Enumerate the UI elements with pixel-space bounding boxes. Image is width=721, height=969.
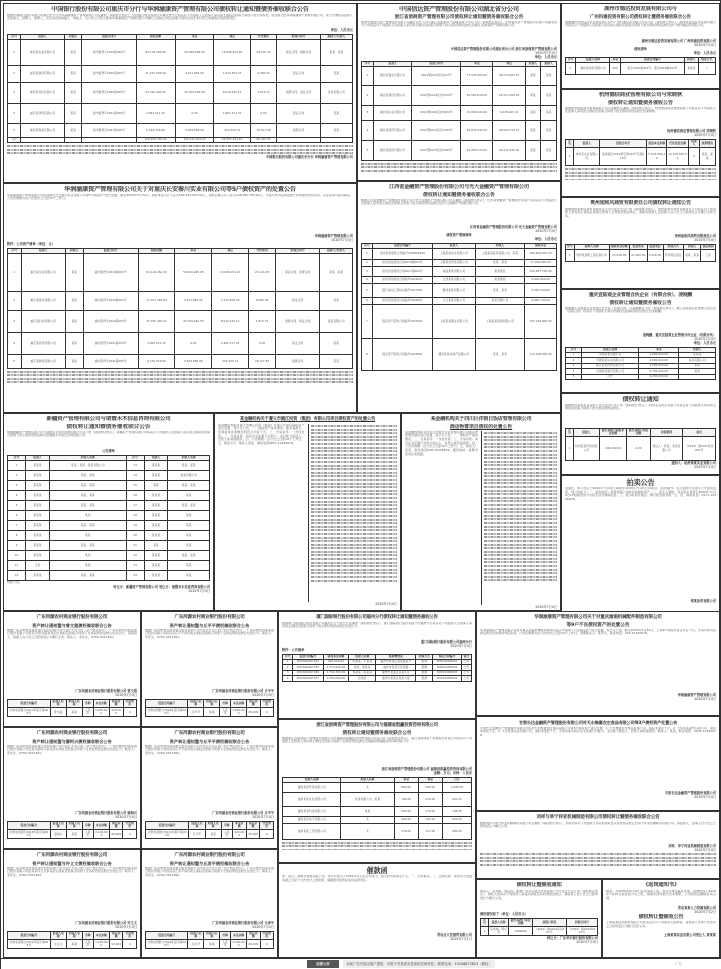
closing-note: 特此公告。 xyxy=(7,580,23,584)
unit-label: 单位：人民币元 xyxy=(534,236,557,241)
table-row: 4 重庆某商贸有限公司 某某 渝中银贷字2021第004号 1,861,511.32 0.00 1,861,511.32 0.00 保证合同 某某 xyxy=(8,103,353,123)
signatory: 广东河源农村商业银行股份有限公司 曾文超 xyxy=(75,688,137,693)
announcement-subtitle: 债权转让通知暨债务催收公告 xyxy=(607,99,673,106)
announcement-title: 中国银行股份有限公司重庆市分行与华润渝康资产管理有限公司债权转让通知暨债务催收联合公告 xyxy=(51,6,309,13)
debt-table: 序号 借款人 借款合同号 本金 利息 担保人 抵押人 1 湖北某置业有限公司 2021鄂0103民初123号 77,935,563.00 46,072,000.67 某某 某某 2 湖北某建设有限公司 2021鄂0102民初7630号 36,564,818.00 25,557,450.44 某某 某某 3 湖北某实业有限公司 2021鄂0106民初5620号 25,899,500.00 9,238,265.91 某某 某某 4 湖北某商贸有限公司 2021鄂0103民初7163号 29,675,545.00 28,603,310.21 某某 某某 5 湖北某投资有限公司 2021鄂0103民初1569号 29,959,574.62 26,241,646.45 某某 某某 xyxy=(361,61,557,161)
signatory: 青岛北大荒商贸有限公司 xyxy=(436,933,472,937)
table-row: 4 某某某 某某、某某 16 某某某 某某 xyxy=(8,490,210,500)
announcement-date: 2020年7月4日 xyxy=(694,237,716,242)
table-row: 1 湖北某置业有限公司 2021鄂0103民初123号 77,935,563.00 46,072,000.67 某某 某某 xyxy=(362,66,557,85)
table-row: 4 中国某某建设有限公司 2,700,000.00 某某 xyxy=(566,369,716,374)
debt-table: 借款合同编号 借款人名称 担保人名称 币种 本金余额 利息余额 代垫费用 河源农商银行2019年借字第006号 丘彦平 某某 人民币 1,500,000 60,000 0 xyxy=(145,931,274,950)
col-header: 借款合同号 xyxy=(82,34,136,39)
announcement-date: 2020年7月4日 xyxy=(694,42,716,47)
announcement-date: 2020年7月4日 xyxy=(115,924,137,929)
announcement-title: 广东河源农村商业银行股份有限公司 xyxy=(174,853,245,858)
announcement-date: 2020年7月4日 xyxy=(115,692,137,697)
page-footer xyxy=(1,958,721,969)
table-row: 福州某某贸易有限公司 无 800.00 298.00 1,098.00 xyxy=(283,782,472,792)
announcement-heyuan-liao xyxy=(3,727,141,849)
notes-text xyxy=(7,143,353,155)
section-tag: 法律公告 xyxy=(307,960,339,968)
signatory: 厦门国际银行股份有限公司福州分行 xyxy=(421,639,472,644)
announcement-debt-transfer-notice xyxy=(561,393,720,475)
announcement-huzhou-guangzhou xyxy=(561,3,720,89)
announcement-subtitle: 广州科通投资有限公司债权转让暨债务催收联合公告 xyxy=(590,14,691,20)
unit-label: 金额：万元；币种：人民币 xyxy=(433,770,472,775)
table-row: 河源农商银行2019年借字第005号 许义文 某某 人民币 1,200,000 52,000 0 xyxy=(8,940,137,949)
unit-label: 单位：人民币元 xyxy=(330,27,353,32)
table-row: 1 张雪梅、周运涛 1260000 （2019）粤0104民初001号 （2019）粤0104执001号 xyxy=(481,927,598,936)
announcement-date: 2020年7月4日 xyxy=(450,643,472,648)
page-label: 广告 xyxy=(675,962,682,966)
table-row: 福州某某实业有限公司 某某有限公司、某某 700.00 210.00 910.00 xyxy=(283,792,472,806)
announcement-date: 2020年7月4日 xyxy=(375,601,397,606)
announcement-subtitle: 债权转让通知暨债务催收联合公告 xyxy=(342,730,412,736)
signatory: 广东河源农村商业银行股份有限公司 丘平平 xyxy=(212,688,274,693)
announcement-title: 债权转让暨催收通知 xyxy=(516,882,562,888)
unit-label: 债权情况如下（单位：人民币元） xyxy=(480,911,528,916)
announcement-title: 厦门国际银行股份有限公司福州分行债权转让通知暨债务催收公告 xyxy=(316,615,438,620)
debt-table: 借款合同编号 借款人名称 担保人名称 币种 本金余额 利息余额 代垫费用 河源农商银行2019年借字第005号 许义文 某某 人民币 1,200,000 52,000 0 xyxy=(7,931,137,950)
announcement-body-2: 上海某某信息服务有限公司依法受让对下列债务人的债权。请债务人自本公告发布之日起向受让方履行还款义务。 xyxy=(606,921,716,928)
table-row: 5 湖北某投资有限公司 2021鄂0103民初1569号 29,959,574.62 26,241,646.45 某某 某某 xyxy=(362,140,557,160)
announcement-zheshang-fujian xyxy=(278,719,476,863)
announcement-subtitle: 资产转让通知暨与廖柯兴债权催收联合公告 xyxy=(32,738,112,744)
announcement-date: 2020年7月4日 xyxy=(694,847,716,852)
table-row: 3 某某某 某某、某某 15 某某 某某、某某 xyxy=(8,480,210,490)
debt-table: 序号 借款人 截至基准日债权本金余额 截至基准日利息余额 担保情况 备注 1 杭州某某贸易有限公司 100,000.00 0.00 保证人：某某、某某有限公司 （2019）浙0102民初001号 xyxy=(565,428,716,462)
announcement-subtitle: 资产转让通知暨与许义文债权催收联合公告 xyxy=(32,860,112,866)
table-row: 3 重庆某某科技有限公司 3,500,000.00 某某 xyxy=(566,363,716,368)
announcement-body-col1: 某金融机构拟对四川巨洋假日饭店管理有限公司酒店物管项目债权进行处置，现予以公告。一、债权资产基本情况。二、交易条件：一次性付款。三、交易对象：具有完全民事行为能力的法人、自然人或其他组织。四、公告有效期：自公告之日起10个工作日。五、联系人：某某，联系电话028-12345678，通讯地址：成都市某某区某某路。 xyxy=(405,430,478,456)
table-row: 4 湖北某商贸有限公司 2021鄂0103民初7163号 29,675,545.00 28,603,310.21 某某 某某 xyxy=(362,120,557,140)
announcement-date: 2020年7月4日 xyxy=(535,50,557,55)
announcement-body: 华润渝康资产管理有限公司拟对重庆渝南机械配件制造有限公司等9户不良债权资产进行处置，现予以公告。截至2020年5月31日，上述9户债权本金合计若干元。交易对象为法律法规允许的境内外投资者。公告有效期为自公告发布之日起10个工作日。受理联系人：某先生，联系电话：023-12345678。 xyxy=(480,628,716,636)
table-total-row: 合计 126,290,700.62 102,243,003.02 23,957,424.81 90,225.35 xyxy=(8,137,353,142)
table-row: 河源农商银行2018年借字第002号 丘平平 某某 人民币 1,860,000 95,000 0 xyxy=(146,708,274,717)
announcement-title: 贵州旭和风商贸有限责任公司债权转让通知公告 xyxy=(590,200,691,206)
signatory: 青岛某某人力资源有限公司 xyxy=(677,905,716,910)
announcement-subtitle: 浙江省浙商资产管理有限公司债权转让通知暨债务催收联合公告 xyxy=(394,14,524,20)
table-row: 2 某某某 某某、某某 14 某某某 某某有限公司 xyxy=(8,470,210,480)
debt-table: 借款合同编号 借款人名称 担保人名称 币种 本金余额 利息余额 代垫费用 河源农商银行2018年借字第003号 廖柯兴 某某 人民币 2,100,000 88,000 0 xyxy=(7,821,137,840)
col-header: 债权金额 xyxy=(136,34,175,39)
table-row: 1 XM2020ZGY034 420,000.00 陈某某、卢某某 福州市某某区某某路某号 抵押 XM2020DB001 已诉 xyxy=(283,659,472,664)
table-row: 6 流动资金借款合同编号2018001 九江某某有限公司 某某有限公司 6,980,700.00 xyxy=(362,297,557,304)
debt-table: 序号 借款人 借款合同号 借款本金余额 代位追偿金额 担保人 抵押情况 1 杭州某实业有限公司 浙商银行2019贷字第001号至第010号 5,423,896.39 14,108,053.00 0 某某、某某 xyxy=(565,139,716,167)
table-row: 1 杭州某实业有限公司 浙商银行2019贷字第001号至第010号 5,423,896.39 14,108,053.00 0 某某、某某 xyxy=(566,148,716,166)
announcement-sichuan-juyang xyxy=(401,413,561,611)
table-row: 河源农商银行2017年借字第001号 曾文超 某某 人民币 3,280,000 120,000 0 xyxy=(8,708,137,717)
announcement-xiamen-intl-bank xyxy=(278,611,476,719)
announcement-subtitle: 资产转让通知暨与丘平平债权催收联合公告 xyxy=(169,622,250,628)
announcement-date: 2020年7月4日 xyxy=(252,924,274,929)
signatory: 中国银行股份有限公司重庆市分行 华润渝康资产管理有限公司 xyxy=(265,155,353,160)
announcement-date: 2020年7月4日 xyxy=(694,465,716,470)
announcement-subtitle: 债权转让通知暨债务催收公告 xyxy=(609,300,672,306)
table-row: 2 湖北某建设有限公司 2021鄂0102民初7630号 36,564,818.00 25,557,450.44 某某 某某 xyxy=(362,85,557,105)
table-row: 1 湖州某纺织有限公司 500 借字2019第001号、借字2019第002号 某某某 / xyxy=(566,62,716,74)
table-row: 7 某某某 某某、某某 19 某某某 某某 xyxy=(8,520,210,530)
announcement-body: 根据广东河源农村商业银行股份有限公司与受让方签订的《资产转让协议》，广东河源农村商业银行股份有限公司将其对许义文享有的主债权及担保合同项下全部权利依法转让给受让方。联系人：李先生，0762-3327362。 xyxy=(7,866,137,877)
announcement-heyuan-qiu xyxy=(141,611,278,727)
signatory: 广东河源农村商业银行股份有限公司 丘平平 xyxy=(212,810,274,815)
table-row: 2 重庆某建设有限公司 某某 渝中银贷字2020第002号 11,197,364.99 9,271,864.56 1,914,300.43 6,000.00 保证合同 某某 xyxy=(8,65,353,82)
announcement-body: 根据贵州旭和风商贸有限责任公司与受让方签订的《债权转让协议》，贵州旭和风商贸有限责任公司将其对下列借款人享有的主债权及担保合同项下全部权利依法转让。请相关借款人及担保人自公告之日起向受让方履行还款义务。 xyxy=(565,207,716,218)
announcement-title: 中国信达资产管理股份有限公司湖北省分公司 xyxy=(399,6,519,13)
notes-text xyxy=(565,166,716,180)
announcement-title: 广东河源农村商业银行股份有限公司 xyxy=(174,615,245,620)
signatory: 华润渝康资产管理有限公司 xyxy=(314,233,353,238)
table-row: 5 重庆某物流有限公司 某某 渝中银贷字2021第005号 6,162,316.89 5,649,668.58 422,520.74 76,127.56 抵押合同 某某 xyxy=(8,354,353,368)
announcement-body: 韩某：自2020年6月12日起未到岗上班，经多次电话联系未果。现通知你于2020年7月10日前返回公司上班，逾期未返岗视为自动离职，公司将依法解除劳动合同。 xyxy=(606,889,716,900)
table-row: 4 重庆某商贸有限公司 某某 渝中银贷字2021第004号 1,861,511.32 0.00 1,861,511.32 0.00 保证合同 某某 xyxy=(8,332,353,354)
debt-table: 序号 借款人名称 本金 担保人 1 中国某某有限公司 1,000,000.00 某某某 2 中国某某实业有限公司 2,000,000.00 某某有限公司 3 重庆某某科技有限公司 3,500,000.00 某某 4 中国某某建设有限公司 2,700,000.00 某某 5 合计 9,200,000.00 xyxy=(565,347,716,380)
announcement-title: 甘肃长达金融资产管理股份有限公司对天水维嘉农庄食品有限公司等3户债权资产处置公告 xyxy=(518,720,678,725)
announcement-title: 催款函 xyxy=(366,866,388,875)
announcement-title: 某金融机构关于遵义市湘江投资（集团）有限公司项目债权资产的处置公告 xyxy=(239,417,376,422)
announcement-date: 2020年7月4日 xyxy=(252,692,274,697)
signatory: 湖州市德达投资发展有限公司 广州科通投资有限公司 xyxy=(641,38,716,43)
signatory: 江西省金融资产管理股份有限公司 光大金融资产管理有限公司 xyxy=(469,224,557,229)
table-row: 1 重庆某实业有限公司 某某 渝中银贷字2019第001号 64,118,264.00 50,999,995.05 13,096,154.20 20,116.05 保证合同、抵押合同 某某、某某 xyxy=(8,253,353,291)
announcement-title: 刘祥与阜宁祥亚机械制造有限公司债权转让暨债务催收联合公告 xyxy=(536,815,660,820)
table-row: 6 某某某 某某 18 某某某 某某 xyxy=(8,510,210,520)
signatory: 广东河源农村商业银行股份有限公司 丘彦平 xyxy=(212,920,274,925)
announcement-date: 2020年7月4日 xyxy=(576,940,598,945)
table-row: 2 XM2020ZGY035 1,310,000.00 林某、陈某某 福州市某某区某某路 抵押 XM2020DB002 已诉 xyxy=(283,665,472,670)
debt-table: 借款合同编号 借款人名称 担保人名称 币种 本金余额 利息余额 代垫费用 河源农商银行2017年借字第001号 曾文超 某某 人民币 3,280,000 120,000 0 xyxy=(7,699,137,718)
announcement-body: 根据浙江省浙商资产管理股份有限公司与福建省凯赢投资咨询有限公司签订的《债权转让协议》，浙江省浙商资产管理股份有限公司将其对下列借款人及担保人享有的主债权及担保合同项下全部权利依法转让给福建省凯赢投资咨询有限公司。 xyxy=(282,736,472,744)
col-header: 担保人 xyxy=(64,34,82,39)
table-row: 1 流动资金借款合同编号XYJ0891920 上海某某实业有限公司 上海某某投资有限公司、某某 245,400,000.00 xyxy=(362,248,557,259)
announcement-heyuan-qiu-yanping xyxy=(141,849,278,958)
announcement-body: 根据江西省金融资产管理股份有限公司与光大金融资产管理有限公司签署的《债权转让协议》，江西省金融资产管理股份有限公司将其对下列借款人及担保人享有的主债权及担保合同项下的全部权利依法转让给光大金融资产管理有限公司。 xyxy=(361,198,557,206)
unit-label: 附件：公告资产清单（单位：元） xyxy=(7,241,55,246)
disclaimer-text: 本版广告内容由客户提供，本报不对其真实性承担法律责任。联系电话：15208872823（微信） xyxy=(343,960,495,968)
announcement-heyuan-xu xyxy=(3,849,141,958)
announcement-heyuan-zeng xyxy=(3,611,141,727)
announcement-body: 根据广东河源农村商业银行股份有限公司与受让方签订的《资产转让协议》，广东河源农村商业银行股份有限公司将其对曾文超享有的主债权及担保合同项下全部权利依法转让给受让方。请借款人、担保人自公告之日起向受让方履行义务。联系人：李先生，0762-3327362。 xyxy=(7,628,137,639)
table-row: 3 流动资金借款合同2017第002号 南昌某某有限公司 某某某某 105,467,700.00 xyxy=(362,266,557,276)
table-row: 2 中国某某实业有限公司 2,000,000.00 某某有限公司 xyxy=(566,358,716,363)
table-row: 河源农商银行2019年借字第006号 丘彦平 某某 人民币 1,500,000 60,000 0 xyxy=(146,940,274,949)
table-title: 债权资产明细清单 xyxy=(446,232,472,237)
table-row: 5 重庆某物流有限公司 某某 渝中银贷字2021第005号 6,162,316.89 5,649,668.58 422,520.74 76,127.56 抵押合同 某某 xyxy=(8,123,353,137)
announcement-title: 拍卖公告 xyxy=(626,478,655,487)
announcement-date: 2020年7月4日 xyxy=(694,336,716,341)
announcement-body: 根据广东河源农村商业银行股份有限公司与受让方签订的《资产转让协议》，广东河源农村商业银行股份有限公司将其对丘平平享有的主债权及担保合同项下全部权利依法转让给受让方。联系人：李先生，0762-3327362。 xyxy=(145,628,274,639)
col-header: 利息 xyxy=(214,34,250,39)
notes-text xyxy=(282,840,472,850)
announcement-date: 2020年7月1日 xyxy=(450,937,472,941)
debt-table: 借款人名称 担保人名称 本金 利息 合计 福州某某贸易有限公司 无 800.00 298.00 1,098.00 福州某某实业有限公司 某某有限公司、某某 700.00 210.00 910.00 福州某某科技有限公司 某某 560.00 178.00 738.00 福州某某电子有限公司 无 400.00 102.00 502.00 福州某某工贸有限公司 无 378.00 117.00 495.00 xyxy=(282,777,472,840)
announcement-subtitle: 债权转让通知暨债务催收联合公告 xyxy=(423,192,495,198)
announcement-title: 《返岗通知书》 xyxy=(642,882,680,888)
announcement-body: 根据重庆宜陆观企业管理合伙企业（有限合伙）与凌晓鹏签订的《债权转让协议》，重庆宜陆观企业管理合伙企业（有限合伙）将其对下列借款人享有的债权及担保权利依法转让给凌晓鹏。 xyxy=(565,306,716,314)
announcement-title: 杭州德信商业管理有限公司与荣晓秋 xyxy=(598,92,683,98)
col-header: 序号 xyxy=(8,34,21,39)
announcement-body: 根据中国信达资产管理股份有限公司湖北省分公司与浙江省浙商资产管理有限公司签订的《债权转让协议》，中国信达资产管理股份有限公司湖北省分公司将其对下列借款人及担保人享有的主债权及担保合同项下的全部权利依法转让给浙江省浙商资产管理有限公司。 xyxy=(361,20,557,28)
table-row: 3 湖北某实业有限公司 2021鄂0106民初5620号 25,899,500.00 9,238,265.91 某某 某某 xyxy=(362,105,557,120)
announcement-title: 华润渝康资产管理有限公司关于对重庆渝南机械配件制造有限公司 xyxy=(534,615,662,620)
table-row: 1 重庆某实业有限公司 某某 渝中银贷字2019第001号 64,118,264.00 50,999,995.05 13,096,154.20 20,116.05 保证合同、抵押合同 某某、某某 xyxy=(8,39,353,65)
announcement-heyuan-qiu-2 xyxy=(141,727,278,849)
announcement-guizhou-xuhefeng xyxy=(561,197,720,289)
asset-table: 序号 借款人 担保人 借款合同号 债权金额 本金 利息 代垫费用 担保合同号 抵押人/出质人 1 重庆某实业有限公司 某某 渝中银贷字2019第001号 64,118,264.00 50,999,995.05 13,096,154.20 20,116.05 保证合同、抵押合同 某某、某某 2 重庆某建设有限公司 某某 渝中银贷字2020第002号 11,197,364.99 9,271,864.56 1,914,300.43 6,000.00 保证合同 某某 3 重庆某科技有限公司 某某 渝中银贷字2020第003号 43,790,426.42 35,769,426.58 8,019,125.12 1,874.72 抵押合同、保证合同 某某有限公司 4 重庆某商贸有限公司 某某 渝中银贷字2021第004号 1,861,511.32 0.00 1,861,511.32 0.00 保证合同 某某 5 重庆某物流有限公司 某某 渝中银贷字2021第005号 6,162,316.89 5,649,668.58 422,520.74 76,127.56 抵押合同 某某 xyxy=(7,248,353,369)
announcement-body-col1: 某金融机构拟对遵义市湘江投资（集团）有限公司项目债权资产进行处置，现予以公告。一、债权资产基本情况：截至基准日，该债权本金余额及利息合计若干元。二、交易条件：一次性付款。三、交易对象：具有完全民事行为能力、支付能力的法人、自然人或其他组织。四、公告期限：自公告之日起10个工作日。五、联系方式：联系人某某，联系电话0851-12345678。 xyxy=(218,423,305,446)
announcement-cr-yukang-disposal xyxy=(3,183,357,413)
table-row: 4 流动资金借款合同编号2019001 江西某某有限公司 某某集团 9,000,000.00 xyxy=(362,276,557,283)
announcement-zunyi-disposal xyxy=(214,413,401,611)
table-row: 10 某某某 某某 22 某某某 某某、某某 xyxy=(8,550,210,560)
unit-label: 附件：公告清单 xyxy=(282,647,305,652)
signatory: 通知人：杭州某某实业有限公司 xyxy=(671,461,716,466)
announcement-boc-chongqing xyxy=(3,3,357,183)
table-row: 3 XM2020ZGY036 1,740,300.00 郑某某、陈某某 福州市某某区某某小区 抵押 XM2020DB003 已诉 xyxy=(283,670,472,675)
announcement-body-col2 xyxy=(481,431,557,605)
announcement-subtitle: 债权转让通知暨债务催收联合公告 xyxy=(66,423,151,430)
signatory: 广东河源农村商业银行股份有限公司 廖柯兴 xyxy=(75,810,137,815)
announcement-subtitle: 资产转让通知暨与丘平平债权催收联合公告 xyxy=(169,738,250,744)
debt-table: 序号 借款人名称 截至基准日本金余额 基准日利息 担保合同号 1 张雪梅、周运涛 1260000 （2019）粤0104民初001号 （2019）粤0104执001号 xyxy=(480,918,598,937)
announcement-title: 广东河源农村商业银行股份有限公司 xyxy=(36,731,108,736)
unit-label: 单位：人民币元 xyxy=(693,50,716,55)
announcement-title: 浙江省浙商资产管理股份有限公司与福建省凯赢投资咨询有限公司 xyxy=(316,723,438,728)
announcement-gansu-changda xyxy=(476,716,720,811)
table-row: 1 某某某 某某、某某、某某有限公司 13 某某某 某某、某某 xyxy=(8,460,210,470)
announcement-subtitle: 资产转让通知暨与曾文超债权催收联合公告 xyxy=(32,622,112,628)
announcement-date: 2020年7月4日 xyxy=(535,604,557,609)
unit-label: 单位：人民币元 xyxy=(693,340,716,345)
signatory: 中国信达资产管理股份有限公司湖北省分公司 浙江省浙商资产管理有限公司 xyxy=(450,46,557,51)
announcement-subtitle: 资产转让通知暨与丘彦平债权催收联合公告 xyxy=(169,860,250,866)
announcement-cinda-hubei xyxy=(357,3,561,181)
signatory: 甘肃长达金融资产管理股份有限公司 xyxy=(665,790,716,795)
announcement-jiangxi-everbright xyxy=(357,181,561,413)
announcement-title: 重庆宜陆观企业管理合伙企业（有限合伙）、凌晓鹏 xyxy=(588,293,693,298)
table-title: 债权清单 xyxy=(634,46,647,51)
notes-text xyxy=(7,369,353,383)
table-row: 2 流动资金借款合同2018第001号 上海某某贸易有限公司 某某、某某 27,900,000.00 xyxy=(362,259,557,266)
announcement-body: 根据新疆资产管理有限公司与诸暨禾木信息咨询有限公司签订的《债权转让协议》，新疆资产管理有限公司将其对下列借款人及担保人享有的主债权及担保合同项下的全部权利依法转让给诸暨禾木信息咨询有限公司。 xyxy=(7,430,210,438)
announcement-title: 某金融机构关于四川巨洋假日饭店管理有限公司 xyxy=(430,416,532,422)
announcement-hangzhou-dexin xyxy=(561,89,720,197)
announcement-title: 广东河源农村商业银行股份有限公司 xyxy=(174,731,245,736)
debt-table: 序号 借款人 担保人名称 序号 借款人 担保人名称 1 某某某 某某、某某、某某有限公司 13 某某某 某某、某某 2 某某某 某某、某某 14 某某某 某某有限公司 3 某某某 某某、某某 15 某某 某某、某某 4 某某某 某某、某某 16 某某某 某某 5 某某某 某某、某某 17 某某某 某某、某某 6 某某某 某某 18 某某某 某某 7 某某某 某某、某某 19 某某某 某某 8 某某某 某某 20 某某某 某某 9 某某某 某某、某某 21 某某 某某 10 某某某 某某 22 某某某 某某、某某 11 王某 某某 23 某某某 某某 12 某某某 某某、某某 24 某某某 某某 xyxy=(7,455,210,581)
signatory: 杭州德信商业管理有限公司 荣晓秋 xyxy=(667,128,716,133)
table-row: 4 XM2020ZGY037 2,050,000.00 吴某某 福州市某某区某某大厦 抵押 XM2020DB004 已诉 xyxy=(283,676,472,681)
announcement-body-col2 xyxy=(308,424,398,602)
announcement-date: 2020年7月4日 xyxy=(252,814,274,819)
announcement-body: 根据杭州德信商业管理有限公司与荣晓秋签署的《债权转让协议》，杭州德信商业管理有限公司将其对下列借款人及担保人享有的主债权及担保合同项下的全部权利依法转让给荣晓秋。 xyxy=(565,106,716,114)
signatory: 浙江省浙商资产管理股份有限公司 福建省凯赢投资咨询有限公司 xyxy=(381,766,472,771)
debt-table: 序号 借款人名称 本金 借款合同编号 担保人 保证方式 1 湖州某纺织有限公司 500 借字2019第001号、借字2019第002号 某某某 / xyxy=(565,57,716,75)
col-header: 借款人 xyxy=(21,34,65,39)
debt-table: 借款合同编号 借款人名称 担保人名称 币种 本金余额 利息余额 代垫费用 河源农商银行2018年借字第002号 丘平平 某某 人民币 1,860,000 95,000 0 xyxy=(145,699,274,718)
signatory: 某某拍卖有限公司 xyxy=(690,599,716,603)
announcement-body: 根据杭州某某实业有限公司与受让方签订的《债权转让协议》，杭州某某实业有限公司将其对下列借款人享有的主债权及担保合同项下的全部权利依法转让。 xyxy=(565,403,716,411)
table-row: 5 银行承兑汇票协议编号2017001 赣州某某有限公司 某某、某某 4,495,500.00 xyxy=(362,283,557,297)
announcement-title: 华润渝康资产管理有限公司关于对重庆长安秦川实业有限公司等5户债权资产的处置公告 xyxy=(64,186,296,193)
announcement-chongqing-yiluguan xyxy=(561,289,720,393)
announcement-subtitle: 酒店物管项目债权的处置公告 xyxy=(449,424,513,430)
announcement-title: 湖州市德达投资发展有限公司与 xyxy=(604,6,677,12)
announcement-auction xyxy=(561,475,720,615)
announcement-date: 2020年7月4日 xyxy=(115,814,137,819)
table-row: 1 贵州某建筑工程有限公司 23,526.00 21,000.00 2,526.00 连带责任保证 某某、某某 三年 xyxy=(566,249,716,261)
announcement-body: 根据刘祥与阜宁祥亚机械制造有限公司签署的《债权转让协议》，刘祥将其对下列借款人享有的债权及从权利依法转让给阜宁祥亚机械制造有限公司。请借款人、担保人自公告之日起向受让方履行义务。 xyxy=(480,821,716,829)
announcement-payment-demand xyxy=(278,863,476,958)
announcement-title-2: 债权转让暨催收公告 xyxy=(638,913,684,920)
debt-table: 序号 借款合同编号 债权本金余额 借款人名称 抵押物情况 担保方式 保证合同编号 备注 1 XM2020ZGY034 420,000.00 陈某某、卢某某 福州市某某区某某路某号 抵押 XM2020DB001 已诉 2 XM2020ZGY035 1,310,000.00 林某、陈某某 福州市某某区某某路 抵押 XM2020DB002 已诉 3 XM2020ZGY036 1,740,300.00 郑某某、陈某某 福州市某某区某某小区 抵押 XM2020DB003 已诉 4 XM2020ZGY037 2,050,000.00 吴某某 福州市某某区某某大厦 抵押 XM2020DB004 已诉 xyxy=(282,654,472,682)
announcement-return-to-work xyxy=(602,879,720,958)
debt-table: 序号 债务人名称 债权本金余额 借款本金 借款利息 担保方式 担保人 保证期间 1 贵州某建筑工程有限公司 23,526.00 21,000.00 2,526.00 连带责任保证 某某、某某 三年 xyxy=(565,244,716,262)
table-row: 2 重庆某建设有限公司 某某 渝中银贷字2020第002号 11,197,364.99 9,271,864.56 1,914,300.43 6,000.00 保证合同 某某 xyxy=(8,291,353,310)
notes-text xyxy=(361,161,557,173)
table-row: 1 杭州某某贸易有限公司 100,000.00 0.00 保证人：某某、某某有限公司 （2019）浙0102民初001号 xyxy=(566,437,716,461)
col-header: 担保合同号 xyxy=(277,34,321,39)
table-row: 5 某某某 某某、某某 17 某某某 某某、某某 xyxy=(8,500,210,510)
announcement-title: 债权转让通知 xyxy=(622,396,659,403)
announcement-date: 2020年7月4日 xyxy=(694,696,716,701)
table-row: 3 重庆某科技有限公司 某某 渝中银贷字2020第003号 43,790,426.42 35,769,426.58 8,019,125.12 1,874.72 抵押合同、保证合同 某某有限公司 xyxy=(8,82,353,103)
col-header: 抵押人/出质人 xyxy=(320,34,352,39)
debt-table xyxy=(7,34,353,144)
table-row: 福州某某科技有限公司 某某 560.00 178.00 738.00 xyxy=(283,806,472,816)
announcement-body: 根据厦门国际银行股份有限公司福州分行与受让方签署的《债权转让协议》，厦门国际银行股份有限公司福州分行将其对下列借款人及担保人享有的主债权及担保合同项下的全部权利依法转让给受让方。 xyxy=(282,621,472,629)
announcement-collection-notice xyxy=(476,879,602,958)
signatory: 华润渝康资产管理有限公司 xyxy=(677,692,716,697)
announcement-date: 2020年7月4日 xyxy=(535,228,557,233)
table-row: 河源农商银行2018年借字第003号 廖柯兴 某某 人民币 2,100,000 88,000 0 xyxy=(8,830,137,839)
table-title: 公告清单 xyxy=(102,448,115,453)
signatory: 转让方：广东华兴银行股份有限公司 xyxy=(547,936,598,941)
table-row: 河源农商银行2019年借字第004号 丘平平 某某 人民币 900,000 36,000 0 xyxy=(146,830,274,839)
announcement-date: 2020年7月2日 xyxy=(694,909,716,914)
announcement-body: 根据广东河源农村商业银行股份有限公司与受让方签订的《资产转让协议》，广东河源农村商业银行股份有限公司将其对廖柯兴享有的主债权及担保合同项下全部权利依法转让给受让方。联系人：李先生，0762-3327362。 xyxy=(7,744,137,755)
signatory: 转让方：新疆资产管理有限公司 受让方：诸暨禾木信息咨询有限公司 xyxy=(113,584,210,589)
announcement-cr-yukang-9-assets xyxy=(476,611,720,716)
announcement-body: 华润渝康资产管理有限公司拟对重庆长安秦川实业有限公司等5户债权资产进行处置。截至2020年5月31日，债权本金合计人民币102,243,003.02元，债权总额合计人民币126,290,700.62元。交易对象为法律法规允许的境内外投资者。有意者请与我司联系。公告有效期为自公告发布之日起10个工作日。 xyxy=(7,193,353,201)
table-row: 3 重庆某科技有限公司 某某 渝中银贷字2020第003号 43,790,426.42 35,769,426.58 8,019,125.12 1,874.72 抵押合同、保证合同 某某有限公司 xyxy=(8,310,353,332)
announcement-title: 新疆资产管理有限公司与诸暨禾木信息咨询有限公司 xyxy=(46,416,171,422)
announcement-body: 根据广东河源农村商业银行股份有限公司与受让方签订的《资产转让协议》，广东河源农村商业银行股份有限公司将其对丘平平享有的主债权及担保合同项下全部权利依法转让给受让方。联系人：李先生，0762-3327362。 xyxy=(145,744,274,755)
table-row: 福州某某电子有限公司 无 400.00 102.00 502.00 xyxy=(283,816,472,823)
col-header: 本金 xyxy=(175,34,214,39)
signatory: 广东河源农村商业银行股份有限公司 许义文 xyxy=(75,920,137,925)
signatory: 凌晓鹏、重庆宜陆观企业管理合伙企业（有限合伙） xyxy=(642,332,716,337)
announcement-xinjiang-zhuji xyxy=(3,413,214,611)
announcement-title: 广东河源农村商业银行股份有限公司 xyxy=(36,615,108,620)
announcement-title: 江西省金融资产管理股份有限公司与光大金融资产管理有限公司 xyxy=(389,184,529,190)
announcement-body: 根据广东河源农村商业银行股份有限公司与受让方签订的《资产转让协议》，广东河源农村商业银行股份有限公司将其对丘彦平享有的主债权及担保合同项下全部权利依法转让给受让方。联系人：李先生，0762-3327362。 xyxy=(145,866,274,877)
announcement-body: 债务人：张雪梅、周运涛。根据广东华兴银行股份有限公司与受让方签订的《债权转让协议》，债权人将其对下列债务人享有的债权及从权利依法转让。请债务人自公告之日起向受让方履行义务。 xyxy=(480,889,598,900)
announcement-date: 2020年7月4日 xyxy=(694,794,716,799)
table-row: 9 某某某 某某、某某 21 某某 某某 xyxy=(8,540,210,550)
signatory: 贵州旭和风商贸有限责任公司 xyxy=(674,233,716,238)
notes-text xyxy=(480,852,716,866)
debt-table: 借款合同编号 借款人名称 担保人名称 币种 本金余额 利息余额 代垫费用 河源农商银行2019年借字第004号 丘平平 某某 人民币 900,000 36,000 0 xyxy=(145,821,274,840)
announcement-body: 根据湖州市德达投资发展有限公司与广州科通投资有限公司签订的《债权转让协议》，湖州市德达投资发展有限公司将其对下列借款人及担保人享有的主债权及担保合同项下的全部权利依法转让给广州科通投资有限公司。 xyxy=(565,20,716,28)
table-row: 8 固定资产借款合同编号2016001 赣州某某房地产有限公司 某某、某某 113,308,956.40 xyxy=(362,338,557,370)
unit-label: 单位：人民币元 xyxy=(534,54,557,59)
table-row: 7 固定资产借款合同编号2015001 上海某某置业有限公司 上海某某集团有限公司 705,199,900.00 xyxy=(362,304,557,338)
announcement-liuxiang-funing xyxy=(476,811,720,879)
announcement-date: 2020年7月4日 xyxy=(188,588,210,593)
announcement-body: 根据中国银行股份有限公司重庆市分行与华润渝康资产管理有限公司签署的《债权转让协议》，中国银行股份有限公司重庆市分行将其对下列借款人及担保人享有的主债权及担保合同项下的全部权利，依法转让给华润渝康资产管理有限公司。现公告通知各借款人及担保人、抵押人、质押人，及其各自的承继人、承接人，从公告之日起立即向华润渝康资产管理有限公司履行主债权合同及担保合同约定的还本付息义务或相应的担保责任。 xyxy=(7,13,353,21)
table-row: 12 某某某 某某、某某 24 某某某 某某 xyxy=(8,570,210,580)
table-row: 5 合计 9,200,000.00 xyxy=(566,374,716,379)
announcement-body: 致：湛江广润物业管理有限公司。贵司与我司于2019年签订的合同项下，尚欠我司款项若干元。一、欠款事实。二、法律后果：请贵司于收到本函之日起十日内支付上述款项，逾期我司将依法追究法律责任。 xyxy=(282,875,472,882)
announcement-body: 甘肃长达金融资产管理股份有限公司拟对天水维嘉农庄食品有限公司等3户债权资产进行处置。1. 天水维嘉农庄食品有限公司，债权本金若干元。2. 天水某某商贸有限公司，债权本金若干元。3. 天水某某实业有限公司，债权本金若干元。交易对象为具有完全民事行为能力、支付能力的法人、自然人或其他组织。联系人：某某，联系电话：0931-12345678。 xyxy=(480,726,716,737)
announcement-date: 2020年7月4日 xyxy=(331,237,353,242)
announcement-body: 受委托，本公司定于2020年7月20日10时至2020年7月21日10时止（延时除外）在公拍网平台进行公开拍卖活动，现公告如下：一、拍卖标的：某某有限公司持有的债权资产。二、竞买人须知：有意竞买者请于2020年7月19日17时前登录平台报名并交纳保证金。三、展示时间及地点：即日起至拍卖前一日。四、联系电话：0571-12345678。 xyxy=(565,487,716,502)
debt-table: 序号 借款合同编号 借款人 担保人 债权本金 1 流动资金借款合同编号XYJ0891920 上海某某实业有限公司 上海某某投资有限公司、某某 245,400,000.00 2 流动资金借款合同2018第001号 上海某某贸易有限公司 某某、某某 27,900,000.00 3 流动资金借款合同2017第002号 南昌某某有限公司 某某某某 105,467,700.00 4 流动资金借款合同编号2019001 江西某某有限公司 某某集团 9,000,000.00 5 银行承兑汇票协议编号2017001 赣州某某有限公司 某某、某某 4,495,500.00 6 流动资金借款合同编号2018001 九江某某有限公司 某某有限公司 6,980,700.00 7 固定资产借款合同编号2015001 上海某某置业有限公司 上海某某集团有限公司 705,199,900.00 8 固定资产借款合同编号2016001 赣州某某房地产有限公司 某某、某某 113,308,956.40 xyxy=(361,243,557,371)
signatory: 刘祥、阜宁祥亚机械制造有限公司 xyxy=(668,843,716,848)
table-row: 8 某某某 某某 20 某某某 某某 xyxy=(8,530,210,540)
announcement-title: 广东河源农村商业银行股份有限公司 xyxy=(36,853,108,858)
announcement-date: 2020年7月4日 xyxy=(694,132,716,137)
announcement-subtitle: 等9户不良债权资产的处置公告 xyxy=(566,622,630,628)
table-row: 福州某某工贸有限公司 无 378.00 117.00 495.00 xyxy=(283,823,472,839)
col-header: 代垫费用 xyxy=(250,34,277,39)
signatory-2: 上海某某信息有限公司受让人 某某某 xyxy=(663,933,716,937)
table-row: 11 王某 某某 23 某某某 某某 xyxy=(8,560,210,570)
table-row: 1 中国某某有限公司 1,000,000.00 某某某 xyxy=(566,352,716,357)
